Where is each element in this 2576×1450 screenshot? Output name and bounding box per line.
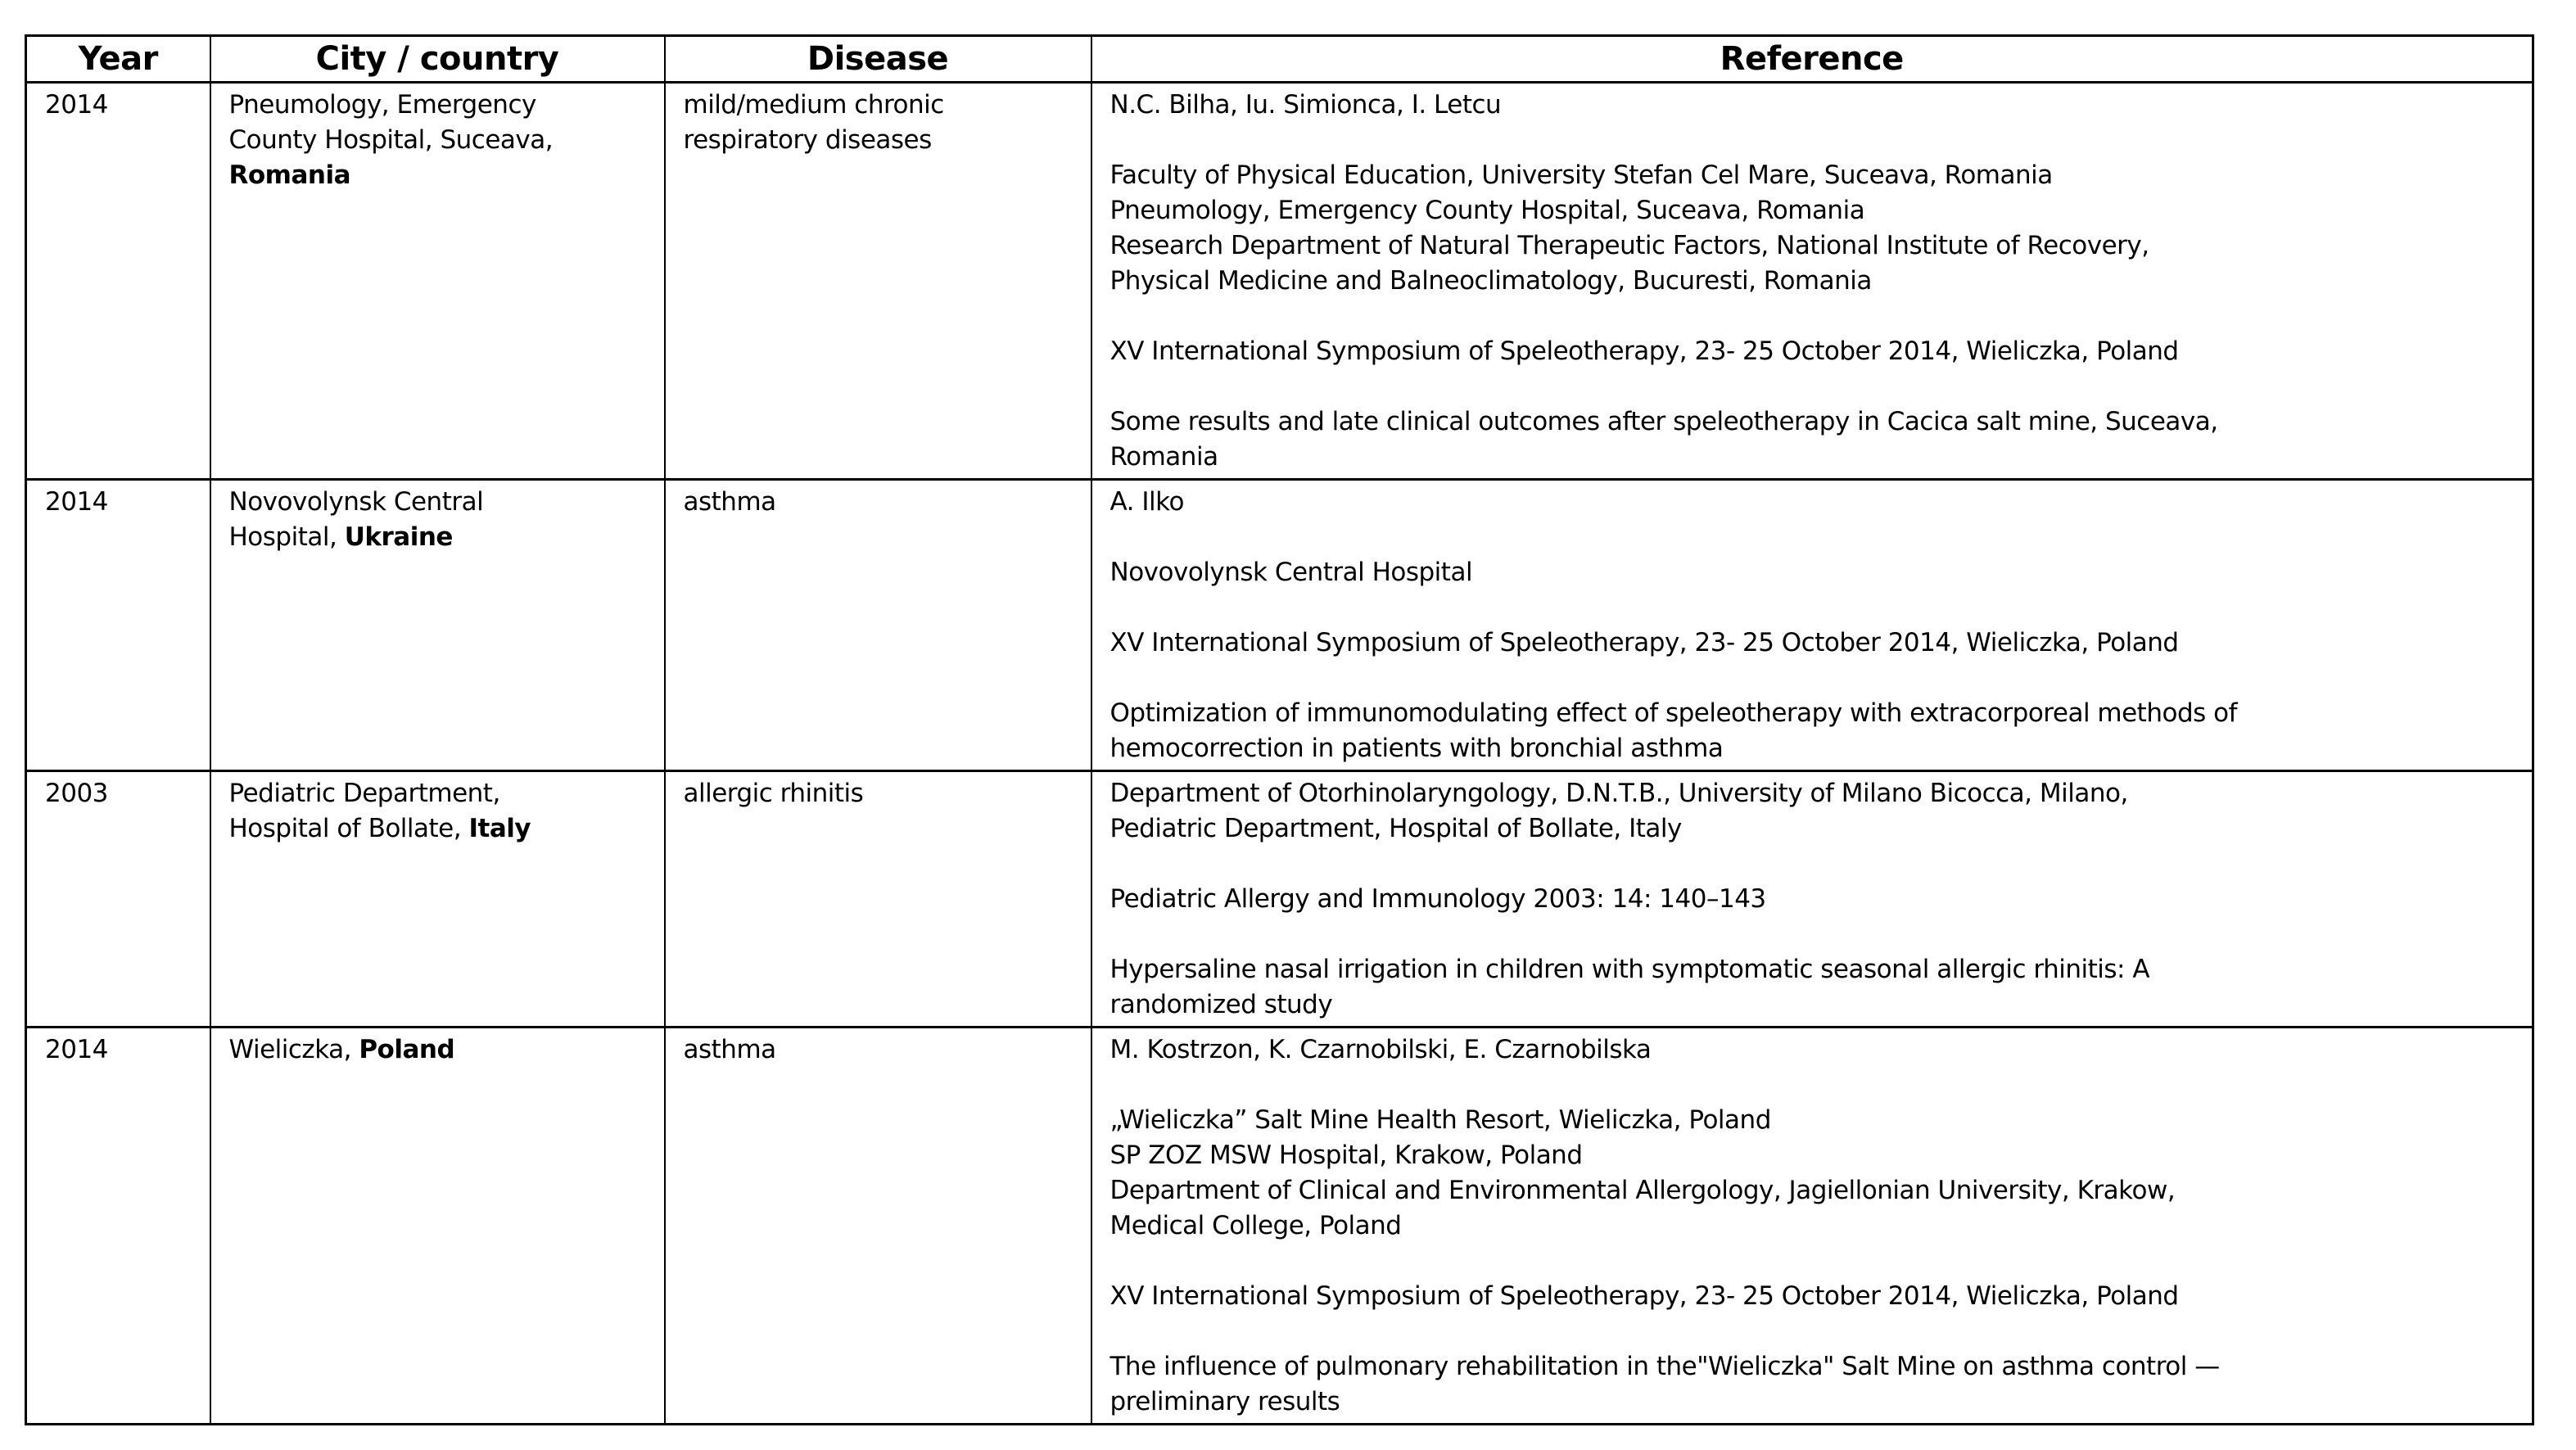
reference-paragraph: A. Ilko — [1109, 487, 1184, 517]
table-header — [26, 36, 2533, 83]
reference-cell — [1091, 83, 2533, 480]
table-row — [26, 83, 2533, 480]
country-name: Poland — [359, 1035, 455, 1064]
country-name: Ukraine — [344, 522, 453, 552]
reference-paragraph: Novovolynsk Central Hospital — [1109, 558, 1473, 587]
year-cell: 2003 — [26, 771, 210, 1028]
year-cell: 2014 — [26, 1028, 210, 1425]
year-cell: 2014 — [26, 83, 210, 480]
reference-paragraph: Pediatric Allergy and Immunology 2003: 14: 140–143 — [1109, 884, 1766, 914]
city-country-cell: Wieliczka, Poland — [210, 1028, 665, 1425]
table-row — [26, 1028, 2533, 1425]
column-header-reference: Reference — [1091, 36, 2533, 83]
reference-paragraph: Some results and late clinical outcomes after speleotherapy in Cacica salt mine, Suceava, Romania — [1109, 407, 2218, 472]
city-country-cell: Novovolynsk Central Hospital, Ukraine — [210, 480, 665, 771]
table-row — [26, 480, 2533, 771]
column-header-year: Year — [26, 36, 210, 83]
reference-paragraph: Hypersaline nasal irrigation in children with symptomatic seasonal allergic rhinitis: A randomized study — [1109, 955, 2150, 1019]
disease-cell: asthma — [665, 480, 1091, 771]
reference-cell — [1091, 480, 2533, 771]
speleotherapy-references-table — [25, 34, 2534, 1425]
reference-paragraph: XV International Symposium of Speleotherapy, 23- 25 October 2014, Wieliczka, Poland — [1109, 628, 2179, 657]
city-country-cell: Pediatric Department, Hospital of Bollate, Italy — [210, 771, 665, 1028]
city-country-cell: Pneumology, Emergency County Hospital, Suceava, Romania — [210, 83, 665, 480]
country-name: Romania — [228, 160, 351, 190]
table-body — [26, 83, 2533, 1425]
reference-paragraph: N.C. Bilha, Iu. Simionca, I. Letcu — [1109, 90, 1502, 120]
reference-paragraph: The influence of pulmonary rehabilitation in the"Wieliczka" Salt Mine on asthma control — preliminary results — [1109, 1352, 2220, 1416]
column-header-city-country: City / country — [210, 36, 665, 83]
year-cell: 2014 — [26, 480, 210, 771]
table-row — [26, 771, 2533, 1028]
reference-paragraph: Department of Otorhinolaryngology, D.N.T.B., University of Milano Bicocca, Milano, Pediatric Department, Hospital of Bollate, Italy — [1109, 779, 2128, 843]
reference-paragraph: XV International Symposium of Speleotherapy, 23- 25 October 2014, Wieliczka, Poland — [1109, 1281, 2179, 1311]
header-row — [26, 36, 2533, 83]
disease-cell: mild/medium chronic respiratory diseases — [665, 83, 1091, 480]
reference-paragraph: Faculty of Physical Education, University Stefan Cel Mare, Suceava, Romania Pneumology, Emergency County Hospital, Suceava, Romania Research Department of Natural Therapeutic Factors, National Institute of Recovery, Physical Medicine and Balneoclimatology, Bucuresti, Romania — [1109, 160, 2149, 296]
reference-cell — [1091, 1028, 2533, 1425]
reference-paragraph: M. Kostrzon, K. Czarnobilski, E. Czarnobilska — [1109, 1035, 1652, 1064]
disease-cell: allergic rhinitis — [665, 771, 1091, 1028]
column-header-disease: Disease — [665, 36, 1091, 83]
reference-paragraph: „Wieliczka” Salt Mine Health Resort, Wieliczka, Poland SP ZOZ MSW Hospital, Krakow, Poland Department of Clinical and Environmental Allergology, Jagiellonian University, Krakow, Medical College, Poland — [1109, 1105, 2176, 1240]
reference-paragraph: Optimization of immunomodulating effect of speleotherapy with extracorporeal methods of hemocorrection in patients with bronchial asthma — [1109, 698, 2238, 763]
country-name: Italy — [468, 814, 531, 843]
disease-cell: asthma — [665, 1028, 1091, 1425]
reference-cell — [1091, 771, 2533, 1028]
reference-paragraph: XV International Symposium of Speleotherapy, 23- 25 October 2014, Wieliczka, Poland — [1109, 337, 2179, 366]
